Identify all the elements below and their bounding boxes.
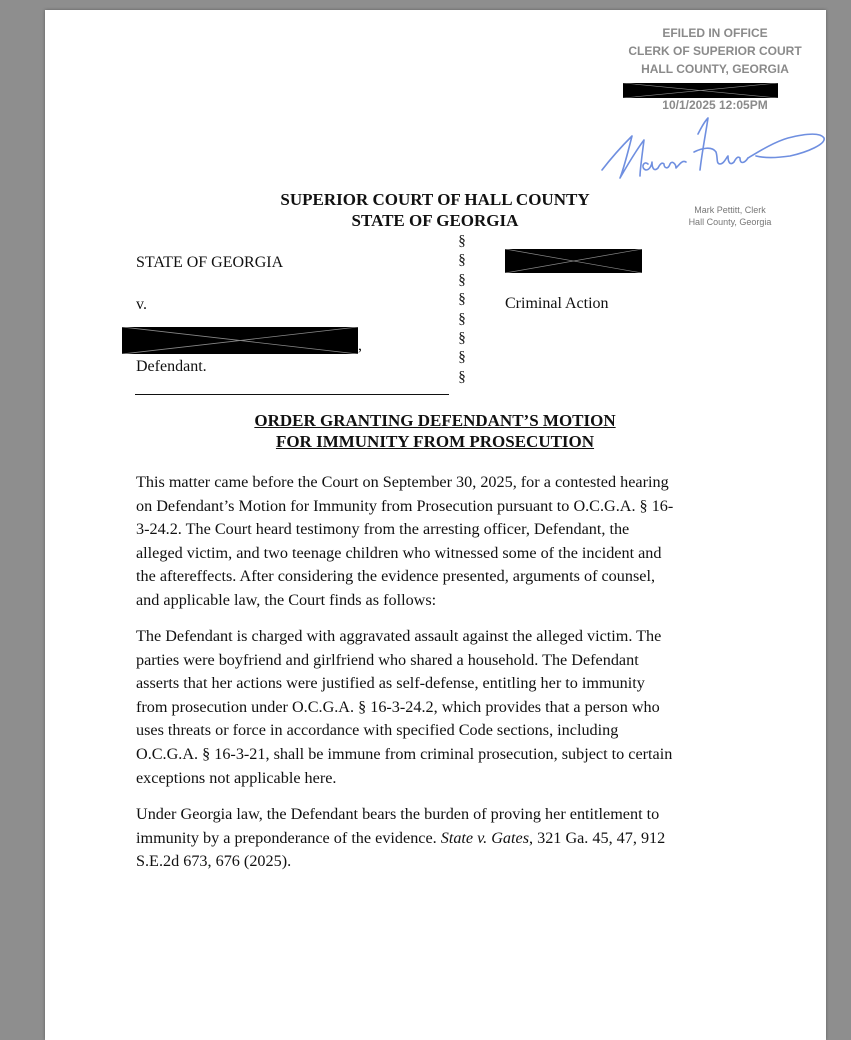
paragraph-burden-of-proof — [136, 803, 736, 874]
text-line: S.E.2d 673, 676 (2025). — [136, 852, 292, 871]
redacted-defendant-name — [122, 327, 358, 354]
caption-versus: v. — [136, 296, 147, 313]
stamp-timestamp: 10/1/2025 12:05PM — [662, 98, 768, 112]
text-line: exceptions not applicable here. — [136, 768, 337, 787]
text-line: Under Georgia law, the Defendant bears the burden of proving her entitlement to — [136, 805, 660, 823]
text-line: and applicable law, the Court finds as follows: — [136, 590, 437, 609]
stamp-line: HALL COUNTY, GEORGIA — [641, 62, 789, 76]
text-line: alleged victim, and two teenage children who witnessed some of the incident and — [136, 543, 662, 562]
section-symbol: § — [458, 310, 466, 327]
caption-underline — [135, 394, 449, 395]
stamp-line: CLERK OF SUPERIOR COURT — [628, 44, 802, 58]
caption-action-type: Criminal Action — [505, 295, 609, 312]
stamp-line: EFILED IN OFFICE — [662, 26, 768, 40]
caption-defendant-comma: , — [358, 337, 362, 354]
text-line: The Defendant is charged with aggravated assault against the alleged victim. The — [136, 627, 662, 645]
paragraph-charges — [136, 625, 736, 790]
text-segment: , 321 Ga. 45, 47, 912 — [529, 828, 666, 847]
clerk-info — [660, 204, 800, 228]
efiling-stamp — [600, 24, 830, 78]
text-line: parties were boyfriend and girlfriend who shared a household. The Defendant — [136, 650, 639, 669]
section-symbol: § — [458, 252, 466, 269]
text-line: O.C.G.A. § 16-3-21, shall be immune from criminal prosecution, subject to certain — [136, 744, 673, 763]
court-state: STATE OF GEORGIA — [351, 211, 519, 230]
clerk-name: Mark Pettitt, Clerk — [694, 205, 766, 215]
text-line — [136, 827, 736, 851]
text-segment: immunity by a preponderance of the evidence. — [136, 828, 441, 847]
section-symbol-column — [454, 232, 470, 387]
case-citation: State v. Gates — [440, 828, 530, 847]
clerk-signature — [598, 112, 828, 192]
text-line: asserts that her actions were justified as self-defense, entitling her to immunity — [136, 674, 645, 693]
section-symbol: § — [458, 233, 466, 249]
text-line: on Defendant’s Motion for Immunity from Prosecution pursuant to O.C.G.A. § 16- — [136, 496, 674, 515]
section-symbol: § — [458, 368, 466, 385]
section-symbol: § — [458, 329, 466, 346]
text-line: 3-24.2. The Court heard testimony from the arresting officer, Defendant, the — [136, 520, 630, 539]
caption-defendant-label: Defendant. — [136, 358, 207, 375]
order-title-line: FOR IMMUNITY FROM PROSECUTION — [275, 432, 595, 451]
paragraph-procedural-history — [136, 471, 736, 613]
court-heading — [230, 189, 640, 231]
section-symbol: § — [458, 349, 466, 366]
text-line: the aftereffects. After considering the evidence presented, arguments of counsel, — [136, 567, 655, 586]
section-symbol: § — [458, 291, 466, 308]
text-line: This matter came before the Court on September 30, 2025, for a contested hearing — [136, 473, 669, 491]
redacted-case-number — [505, 249, 642, 273]
order-title-line: ORDER GRANTING DEFENDANT’S MOTION — [254, 411, 616, 430]
caption-plaintiff: STATE OF GEORGIA — [136, 254, 284, 271]
clerk-county: Hall County, Georgia — [688, 217, 772, 227]
order-title — [200, 410, 670, 452]
section-symbol: § — [458, 271, 466, 288]
text-line: uses threats or force in accordance with specified Code sections, including — [136, 721, 619, 740]
text-line: from prosecution under O.C.G.A. § 16-3-24.2, which provides that a person who — [136, 697, 660, 716]
court-name: SUPERIOR COURT OF HALL COUNTY — [280, 190, 590, 209]
